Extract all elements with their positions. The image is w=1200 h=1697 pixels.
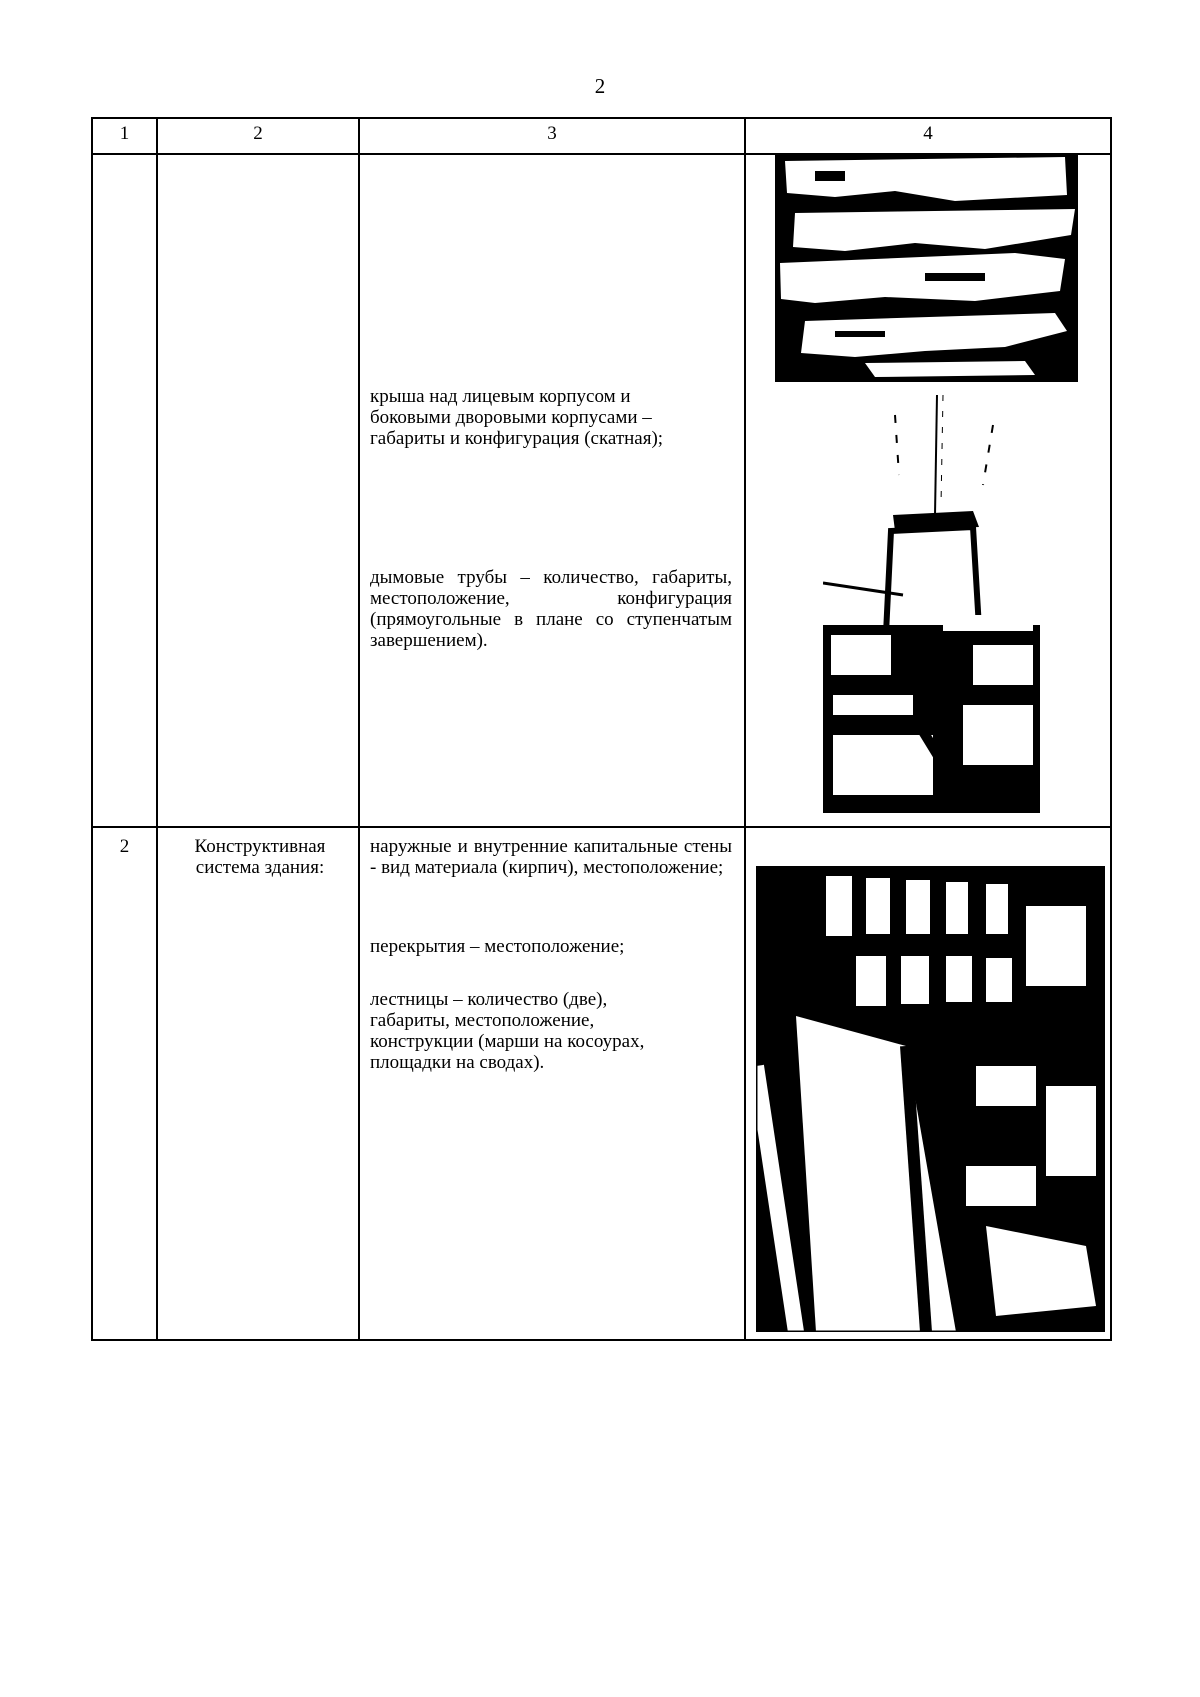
stairs-photo xyxy=(756,866,1105,1332)
table-col-divider-1 xyxy=(156,117,158,1341)
row-2-paragraph-1: наружные и внутренние капитальные стены - вид материала (кирпич), местоположение; xyxy=(370,836,732,878)
row-2-paragraph-2: перекрытия – местоположение; xyxy=(370,936,625,957)
table-col-divider-3 xyxy=(744,117,746,1341)
row-1-paragraph-2: дымовые трубы – количество, габариты, местоположение, конфигурация (прямоугольные в плане со ступенчатым завершением). xyxy=(370,567,732,651)
chimney-photo xyxy=(823,395,1040,813)
header-cell-1: 1 xyxy=(119,123,130,144)
row-2-name: Конструктивная система здания: xyxy=(194,836,326,878)
row-2-paragraph-3: лестницы – количество (две), габариты, местоположение, конструкции (марши на косоурах, площадки на сводах). xyxy=(370,989,645,1073)
roof-photo xyxy=(775,153,1078,382)
table-border-bottom xyxy=(91,1339,1112,1341)
table-border-right xyxy=(1110,117,1112,1341)
table-row-divider xyxy=(91,826,1112,828)
row-1-paragraph-1: крыша над лицевым корпусом и боковыми дворовыми корпусами – габариты и конфигурация (скатная); xyxy=(370,386,664,449)
header-cell-2: 2 xyxy=(253,123,263,144)
header-cell-3: 3 xyxy=(547,123,557,144)
row-2-number: 2 xyxy=(119,836,130,857)
header-cell-4: 4 xyxy=(923,123,933,144)
table-col-divider-2 xyxy=(358,117,360,1341)
page-number: 2 xyxy=(594,74,606,98)
table-border-left xyxy=(91,117,93,1341)
